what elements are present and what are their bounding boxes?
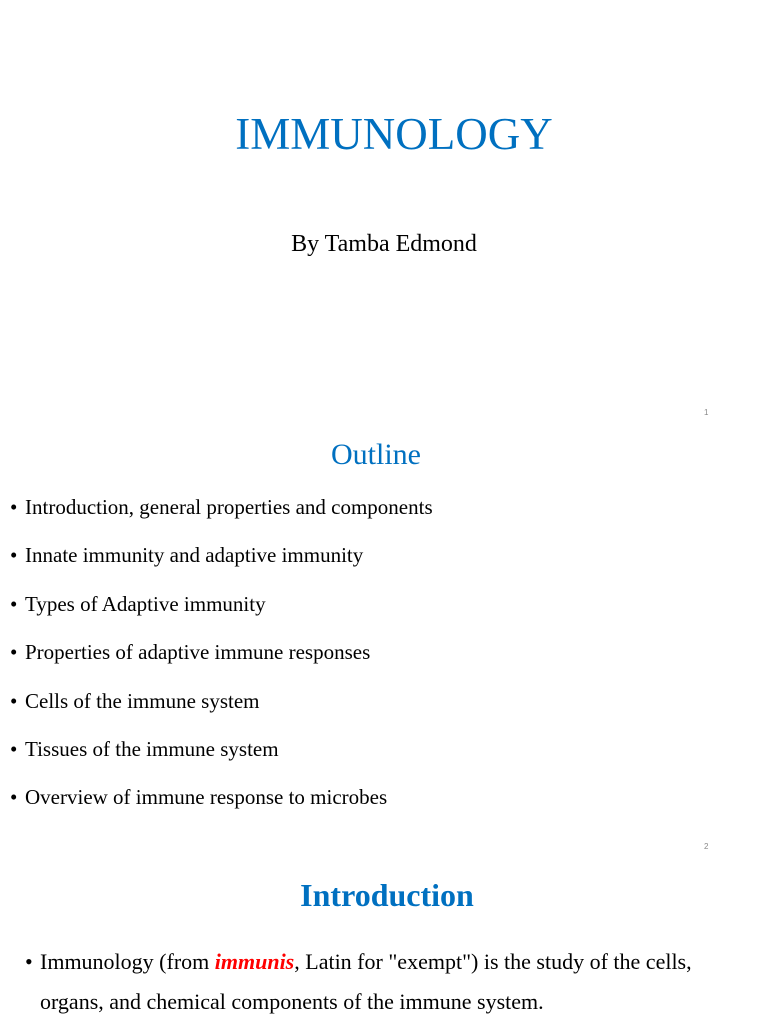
outline-item-text: Properties of adaptive immune responses [25,640,371,665]
bullet-icon: • [10,736,18,761]
outline-item-text: Tissues of the immune system [25,736,279,761]
page-number-1: 1 [704,408,709,417]
intro-text-after: , Latin for "exempt") is the study of the cells, organs, and chemical components of the immune system. [40,949,692,1014]
introduction-title: Introduction [300,877,474,913]
presentation-title: IMMUNOLOGY [235,109,553,159]
page-number-2: 2 [704,842,709,851]
introduction-paragraph [25,942,725,1022]
outline-item-text: Overview of immune response to microbes [25,785,388,810]
outline-item [10,638,433,686]
outline-item-text: Types of Adaptive immunity [25,591,266,616]
introduction-text [25,942,725,1022]
bullet-icon: • [10,688,18,713]
bullet-icon: • [10,640,18,665]
outline-item-text: Introduction, general properties and components [25,495,433,519]
bullet-icon: • [25,949,33,974]
outline-item [10,735,433,783]
outline-item [10,541,433,589]
intro-text-before: Immunology (from [40,949,215,974]
outline-list [10,493,433,832]
outline-item [10,493,433,541]
bullet-icon: • [10,543,18,568]
outline-item [10,687,433,735]
outline-item-text: Innate immunity and adaptive immunity [25,543,364,568]
outline-item [10,783,433,831]
bullet-icon: • [10,495,18,519]
author-line: By Tamba Edmond [291,231,477,257]
outline-item [10,590,433,638]
outline-title: Outline [331,438,421,471]
outline-item-text: Cells of the immune system [25,688,260,713]
bullet-icon: • [10,785,18,810]
bullet-icon: • [10,591,18,616]
latin-keyword: immunis [214,949,295,974]
